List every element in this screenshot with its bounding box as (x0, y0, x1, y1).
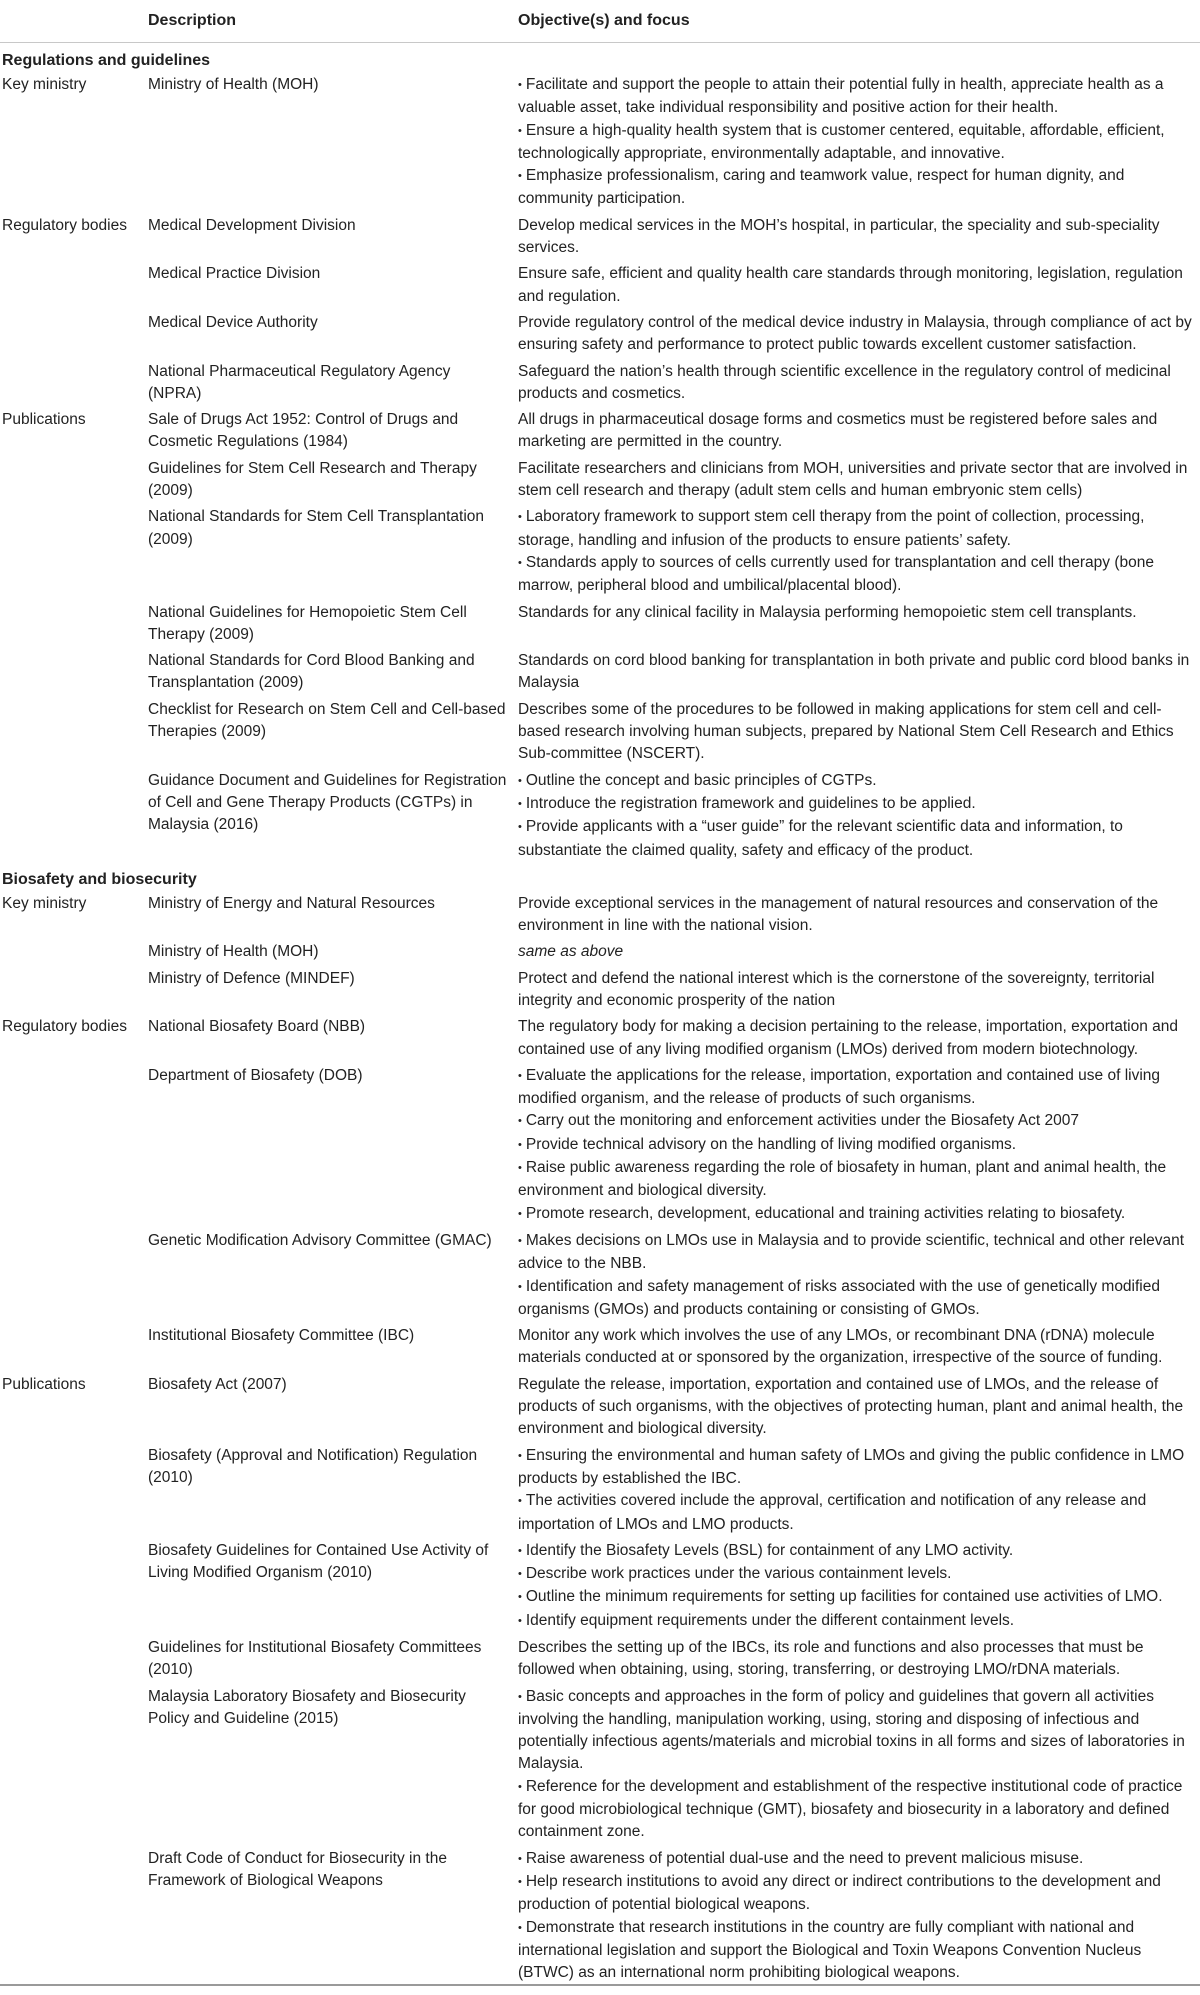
row-objectives (518, 1686, 1198, 1844)
table-row (0, 766, 1200, 862)
row-category (0, 1230, 148, 1321)
row-category (0, 1637, 148, 1682)
row-objectives: Safeguard the nation’s health through scientific excellence in the regulatory control of medicinal products and cosmetics. (518, 362, 1171, 402)
row-objectives: Standards on cord blood banking for transplantation in both private and public cord blood banks in Malaysia (518, 652, 1190, 692)
row-description: Guidelines for Institutional Biosafety Committees (2010) (148, 1639, 482, 1679)
objective-bullet: • Reference for the development and establishment of the respective institutional code of practice for good microbiological technique (GMT), biosafety and biosecurity in a laboratory and defined containment zone. (518, 1776, 1198, 1844)
row-objectives: All drugs in pharmaceutical dosage forms and cosmetics must be registered before sales and marketing are permitted in the country. (518, 411, 1158, 451)
row-category (0, 1065, 148, 1226)
row-category (0, 506, 148, 597)
table-header (0, 0, 1200, 42)
row-category (0, 770, 148, 862)
row-objectives: Provide regulatory control of the medical device industry in Malaysia, through compliance of act by ensuring safety and performance to protect public towards excellent customer satisfaction. (518, 313, 1192, 354)
row-category (0, 263, 148, 308)
objective-bullet: • The activities covered include the approval, certification and notification of any release and importation of LMOs and LMO products. (518, 1490, 1198, 1536)
row-description: Biosafety Act (2007) (148, 1375, 287, 1393)
objective-bullet: • Evaluate the applications for the release, importation, exportation and contained use of living modified organism, and the release of products of such organisms. (518, 1065, 1198, 1111)
objective-bullet: • Laboratory framework to support stem cell therapy from the point of collection, processing, storage, handling and infusion of the products to ensure patients’ safety. (518, 506, 1198, 552)
section-title: Biosafety and biosecurity (2, 870, 197, 888)
objective-bullet: • Basic concepts and approaches in the form of policy and guidelines that govern all activities involving the handling, manipulation working, using, storing and disposing of infectious and potentially infectious agents/materials and microbial toxins in all forms and sizes of laboratories in Malaysia. (518, 1686, 1198, 1776)
row-category: Regulatory bodies (2, 1018, 127, 1036)
row-category (0, 1848, 148, 1985)
row-objectives: The regulatory body for making a decision pertaining to the release, importation, exportation and contained use of any living modified organism (LMOs) derived from modern biotechnology. (518, 1018, 1178, 1058)
row-description: Medical Practice Division (148, 265, 321, 283)
row-objectives (518, 1065, 1198, 1226)
bottom-rule (0, 1984, 1200, 1986)
row-description: National Standards for Cord Blood Banking and Transplantation (2009) (148, 652, 475, 692)
row-objectives: Describes some of the procedures to be followed in making applications for stem cell and cell-based research involving human subjects, prepared by National Stem Cell Research and Ethics Sub-committee (NSCERT). (518, 700, 1174, 763)
row-description: Genetic Modification Advisory Committee (GMAC) (148, 1231, 492, 1249)
table-row (0, 1441, 1200, 1536)
objective-bullet: • Describe work practices under the various containment levels. (518, 1563, 1198, 1586)
objective-bullet: • Outline the concept and basic principles of CGTPs. (518, 770, 1198, 793)
row-objectives: Standards for any clinical facility in Malaysia performing hemopoietic stem cell transplants. (518, 603, 1137, 621)
row-category (0, 312, 148, 357)
objective-bullet: • Facilitate and support the people to attain their potential fully in health, appreciate health as a valuable asset, take individual responsibility and positive action for their health. (518, 74, 1198, 120)
table-row (0, 1061, 1200, 1226)
objective-bullet: • Raise public awareness regarding the role of biosafety in human, plant and animal health, the environment and biological diversity. (518, 1157, 1198, 1203)
row-objectives: Monitor any work which involves the use of any LMOs, or recombinant DNA (rDNA) molecule materials conducted at or sponsored by the organization, irrespective of the source of funding. (518, 1327, 1163, 1367)
row-description: Biosafety (Approval and Notification) Regulation (2010) (148, 1446, 478, 1486)
objective-bullet: • Makes decisions on LMOs use in Malaysia and to provide scientific, technical and other relevant advice to the NBB. (518, 1230, 1198, 1276)
row-description: Institutional Biosafety Committee (IBC) (148, 1327, 415, 1345)
table-row (0, 502, 1200, 597)
row-category (0, 361, 148, 406)
row-description: National Standards for Stem Cell Transplantation (2009) (148, 508, 485, 548)
section-title: Regulations and guidelines (2, 52, 211, 69)
row-objectives (518, 506, 1198, 597)
objective-bullet: • Identify the Biosafety Levels (BSL) for containment of any LMO activity. (518, 1540, 1198, 1563)
row-category: Publications (2, 411, 86, 429)
row-category (0, 941, 148, 963)
row-description: National Biosafety Board (NBB) (148, 1018, 366, 1036)
row-category (0, 968, 148, 1013)
objective-bullet: • Outline the minimum requirements for setting up facilities for contained use activities of LMO. (518, 1586, 1198, 1609)
row-category (0, 650, 148, 695)
table-row (0, 259, 1200, 308)
objective-bullet: • Identify equipment requirements under the different containment levels. (518, 1610, 1198, 1633)
row-description: Department of Biosafety (DOB) (148, 1066, 363, 1084)
row-objectives (518, 1540, 1198, 1633)
row-category (0, 699, 148, 766)
row-objectives (518, 1230, 1198, 1321)
table-row (0, 964, 1200, 1013)
row-objectives: Protect and defend the national interest which is the cornerstone of the sovereignty, territorial integrity and economic prosperity of the nation (518, 969, 1155, 1009)
table-row (0, 1226, 1200, 1321)
table-row (0, 1844, 1200, 1985)
row-objectives (518, 770, 1198, 862)
row-category: Key ministry (2, 76, 87, 93)
table-row (0, 1682, 1200, 1844)
row-objectives (518, 1848, 1198, 1985)
table-row (0, 357, 1200, 406)
objective-bullet: • Carry out the monitoring and enforcement activities under the Biosafety Act 2007 (518, 1110, 1198, 1133)
row-description: Checklist for Research on Stem Cell and Cell-based Therapies (2009) (148, 700, 506, 741)
table-row (0, 405, 1200, 454)
row-objectives: Ensure safe, efficient and quality health care standards through monitoring, legislation, regulation and regulation. (518, 265, 1183, 305)
objective-bullet: • Identification and safety management of risks associated with the use of genetically modified organisms (GMOs) and products containing or consisting of GMOs. (518, 1276, 1198, 1322)
row-objectives: same as above (518, 943, 624, 961)
table-body (0, 43, 1200, 1984)
row-description: Medical Device Authority (148, 313, 318, 331)
table-row (0, 211, 1200, 260)
objective-bullet: • Ensure a high-quality health system that is customer centered, equitable, affordable, efficient, technologically appropriate, environmentally adaptable, and innovative. (518, 120, 1198, 166)
row-description: National Pharmaceutical Regulatory Agency (NPRA) (148, 362, 451, 402)
row-description: Ministry of Energy and Natural Resources (148, 894, 435, 912)
table-row (0, 70, 1200, 211)
objective-bullet: • Help research institutions to avoid any direct or indirect contributions to the development and production of potential biological weapons. (518, 1871, 1198, 1917)
row-description: Guidance Document and Guidelines for Registration of Cell and Gene Therapy Products (CGTPs) in Malaysia (2016) (148, 771, 507, 834)
row-category (0, 1686, 148, 1844)
row-description: Ministry of Defence (MINDEF) (148, 969, 355, 987)
table-row (0, 695, 1200, 766)
table-row (0, 889, 1200, 938)
objective-bullet: • Emphasize professionalism, caring and teamwork value, respect for human dignity, and community participation. (518, 165, 1198, 211)
table-row (0, 598, 1200, 647)
table-row (0, 937, 1200, 963)
objective-bullet: • Raise awareness of potential dual-use and the need to prevent malicious misuse. (518, 1848, 1198, 1871)
table-row (0, 308, 1200, 357)
table-row (0, 1321, 1200, 1370)
row-category (0, 1445, 148, 1536)
row-objectives: Regulate the release, importation, exportation and contained use of LMOs, and the release of products of such organisms, with the objectives of protecting human, plant and animal health, the environment and biological diversity. (518, 1375, 1184, 1438)
row-category: Regulatory bodies (2, 216, 127, 234)
row-objectives: Provide exceptional services in the management of natural resources and conservation of the environment in line with the national vision. (518, 894, 1159, 935)
row-description: Ministry of Health (MOH) (148, 76, 319, 93)
row-description: Malaysia Laboratory Biosafety and Biosecurity Policy and Guideline (2015) (148, 1687, 466, 1727)
row-description: Sale of Drugs Act 1952: Control of Drugs and Cosmetic Regulations (1984) (148, 411, 459, 451)
row-objectives: Facilitate researchers and clinicians from MOH, universities and private sector that are involved in stem cell research and therapy (adult stem cells and human embryonic stem cells) (518, 459, 1188, 500)
row-description: Ministry of Health (MOH) (148, 943, 319, 961)
row-description: National Guidelines for Hemopoietic Stem Cell Therapy (2009) (148, 603, 467, 643)
header-description: Description (148, 12, 237, 29)
objective-bullet: • Ensuring the environmental and human safety of LMOs and giving the public confidence in LMO products by established the IBC. (518, 1445, 1198, 1491)
objective-bullet: • Introduce the registration framework and guidelines to be applied. (518, 793, 1198, 816)
row-category (0, 1540, 148, 1633)
header-objectives: Objective(s) and focus (518, 12, 690, 29)
row-category (0, 1325, 148, 1370)
table-row (0, 646, 1200, 695)
row-description: Medical Development Division (148, 216, 356, 234)
row-objectives: Develop medical services in the MOH’s hospital, in particular, the speciality and sub-speciality services. (518, 216, 1160, 257)
table-row (0, 1370, 1200, 1441)
row-description: Biosafety Guidelines for Contained Use Activity of Living Modified Organism (2010) (148, 1541, 489, 1582)
row-objectives (518, 74, 1198, 211)
row-category: Key ministry (2, 894, 87, 912)
row-objectives: Describes the setting up of the IBCs, its role and functions and also processes that must be followed when obtaining, using, storing, transferring, or destroying LMO/rDNA materials. (518, 1639, 1144, 1679)
table-row (0, 454, 1200, 503)
row-category: Publications (2, 1375, 86, 1393)
table-row (0, 1633, 1200, 1682)
objective-bullet: • Provide applicants with a “user guide” for the relevant scientific data and information, to substantiate the claimed quality, safety and efficacy of the product. (518, 816, 1198, 862)
objective-bullet: • Standards apply to sources of cells currently used for transplantation and cell therapy (bone marrow, peripheral blood and umbilical/placental blood). (518, 552, 1198, 598)
objective-bullet: • Demonstrate that research institutions in the country are fully compliant with national and international legislation and support the Biological and Toxin Weapons Convention Nucleus (BTWC) as an international norm prohibiting biological weapons. (518, 1917, 1198, 1985)
objective-bullet: • Promote research, development, educational and training activities relating to biosafety. (518, 1203, 1198, 1226)
row-category (0, 458, 148, 503)
row-description: Guidelines for Stem Cell Research and Therapy (2009) (148, 459, 477, 500)
row-objectives (518, 1445, 1198, 1536)
table-row (0, 1012, 1200, 1061)
objective-bullet: • Provide technical advisory on the handling of living modified organisms. (518, 1134, 1198, 1157)
row-category (0, 602, 148, 647)
table-row (0, 1536, 1200, 1633)
row-description: Draft Code of Conduct for Biosecurity in the Framework of Biological Weapons (148, 1849, 447, 1889)
